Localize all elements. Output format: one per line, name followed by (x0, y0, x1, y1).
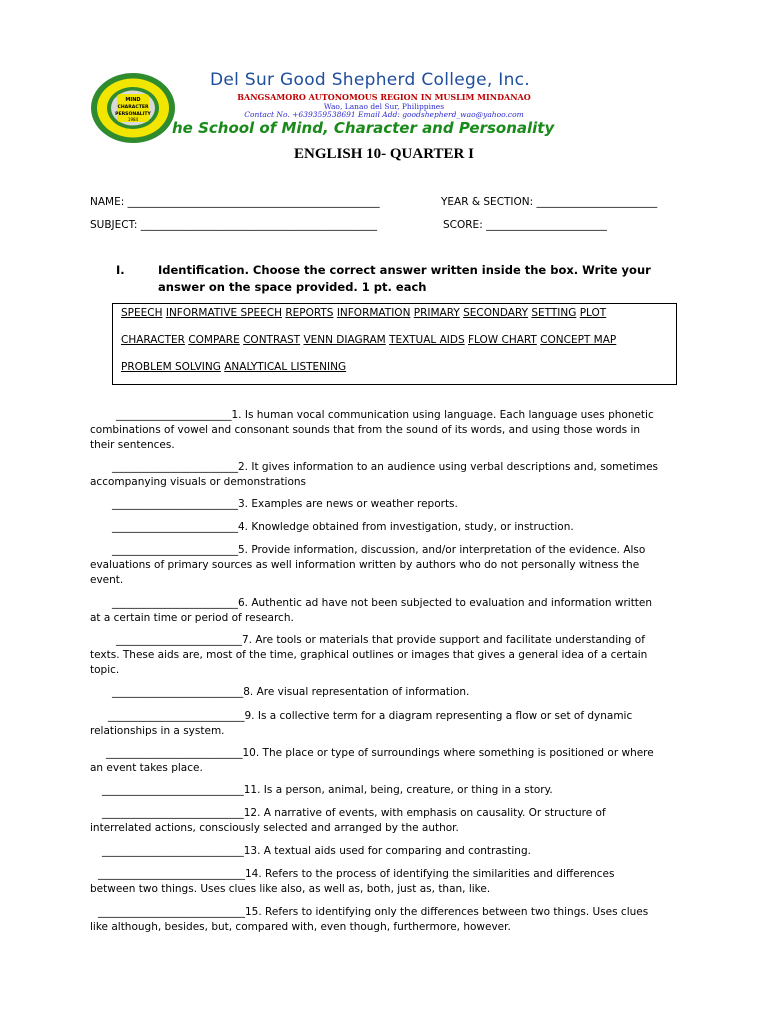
school-tagline: he School of Mind, Character and Personality (172, 119, 555, 137)
question-10: __________________________10. The place or type of surroundings where something is positioned or where an event takes place. (90, 747, 654, 774)
year-section-field[interactable]: YEAR & SECTION: _______________________ (441, 196, 658, 208)
word-box-line-2 (121, 334, 616, 346)
college-name: Del Sur Good Shepherd College, Inc. (210, 70, 531, 90)
choice-word: CHARACTER (121, 334, 185, 346)
word-box-line-1 (121, 307, 606, 319)
choice-word: COMPARE (188, 334, 240, 346)
question-6: ________________________6. Authentic ad have not been subjected to evaluation and information written at a certain time or period of research. (90, 597, 653, 624)
word-box-line-3 (121, 361, 346, 373)
choice-word: PLOT (579, 307, 607, 319)
subject-field[interactable]: SUBJECT: _____________________________________________ (90, 219, 378, 231)
section-number: I. (116, 263, 125, 277)
question-8: _________________________8. Are visual representation of information. (112, 686, 470, 698)
question-4: ________________________4. Knowledge obtained from investigation, study, or instruction. (112, 521, 574, 533)
address-line: Wao, Lanao del Sur, Philippines (323, 102, 445, 111)
question-14: ____________________________14. Refers to the process of identifying the similarities and differences between two things. Uses clues like also, as well as, both, just as, than, like. (90, 868, 615, 895)
score-field[interactable]: SCORE: _______________________ (443, 219, 607, 231)
contact-line: Contact No. +639359538691 Email Add: goodshepherd_wao@yahoo.com (244, 110, 524, 119)
region-line: BANGSAMORO AUTONOMOUS REGION IN MUSLIM MINDANAO (237, 92, 531, 102)
answer-word-box (112, 303, 677, 385)
choice-word: VENN DIAGRAM (303, 334, 386, 346)
choice-word: FLOW CHART (467, 334, 537, 346)
choice-word: SETTING (531, 307, 577, 319)
choice-word: CONTRAST (243, 334, 301, 346)
choice-word: SECONDARY (463, 307, 528, 319)
question-1: ______________________1. Is human vocal communication using language. Each language uses phonetic combinations of vowel and consonant sounds that from the sound of its words, and using those words in their sentences. (90, 409, 654, 451)
choice-word: INFORMATION (336, 307, 411, 319)
svg-text:MIND: MIND (125, 97, 141, 103)
question-12: ___________________________12. A narrative of events, with emphasis on causality. Or structure of interrelated actions, consciously selected and arranged by the author. (90, 807, 606, 834)
document-title: ENGLISH 10- QUARTER I (294, 146, 474, 162)
choice-word: ANALYTICAL LISTENING (224, 361, 347, 373)
name-field[interactable]: NAME: ________________________________________________ (90, 196, 380, 208)
section-instruction: Identification. Choose the correct answer written inside the box. Write your answer on the space provided. 1 pt. each (158, 263, 651, 294)
svg-text:PERSONALITY: PERSONALITY (115, 112, 151, 117)
question-2: ________________________2. It gives information to an audience using verbal descriptions and, sometimes accompanying visuals or demonstrations (90, 461, 659, 488)
choice-word: INFORMATIVE SPEECH (165, 307, 282, 319)
choice-word: PROBLEM SOLVING (121, 361, 221, 373)
svg-text:CHARACTER: CHARACTER (117, 105, 149, 110)
choice-word: REPORTS (285, 307, 334, 319)
question-7: ________________________7. Are tools or materials that provide support and facilitate understanding of texts. These aids are, most of the time, graphical outlines or images that gives a general idea of a certain topic. (90, 634, 648, 676)
question-5: ________________________5. Provide information, discussion, and/or interpretation of the evidence. Also evaluations of primary sources as well information written by authors who do not personally witness the event. (90, 544, 646, 586)
svg-text:1984: 1984 (127, 117, 139, 122)
question-9: __________________________9. Is a collective term for a diagram representing a flow or set of dynamic relationships in a system. (90, 710, 633, 737)
choice-word: PRIMARY (413, 307, 460, 319)
choice-word: CONCEPT MAP (540, 334, 617, 346)
question-3: ________________________3. Examples are news or weather reports. (112, 498, 458, 510)
question-11: ___________________________11. Is a person, animal, being, creature, or thing in a story. (102, 784, 553, 796)
question-15: ____________________________15. Refers to identifying only the differences between two things. Uses clues like although, besides, but, compared with, even though, furthermore, however. (90, 906, 649, 933)
choice-word: SPEECH (121, 307, 163, 319)
question-13: ___________________________13. A textual aids used for comparing and contrasting. (102, 845, 531, 857)
choice-word: TEXTUAL AIDS (389, 334, 465, 346)
